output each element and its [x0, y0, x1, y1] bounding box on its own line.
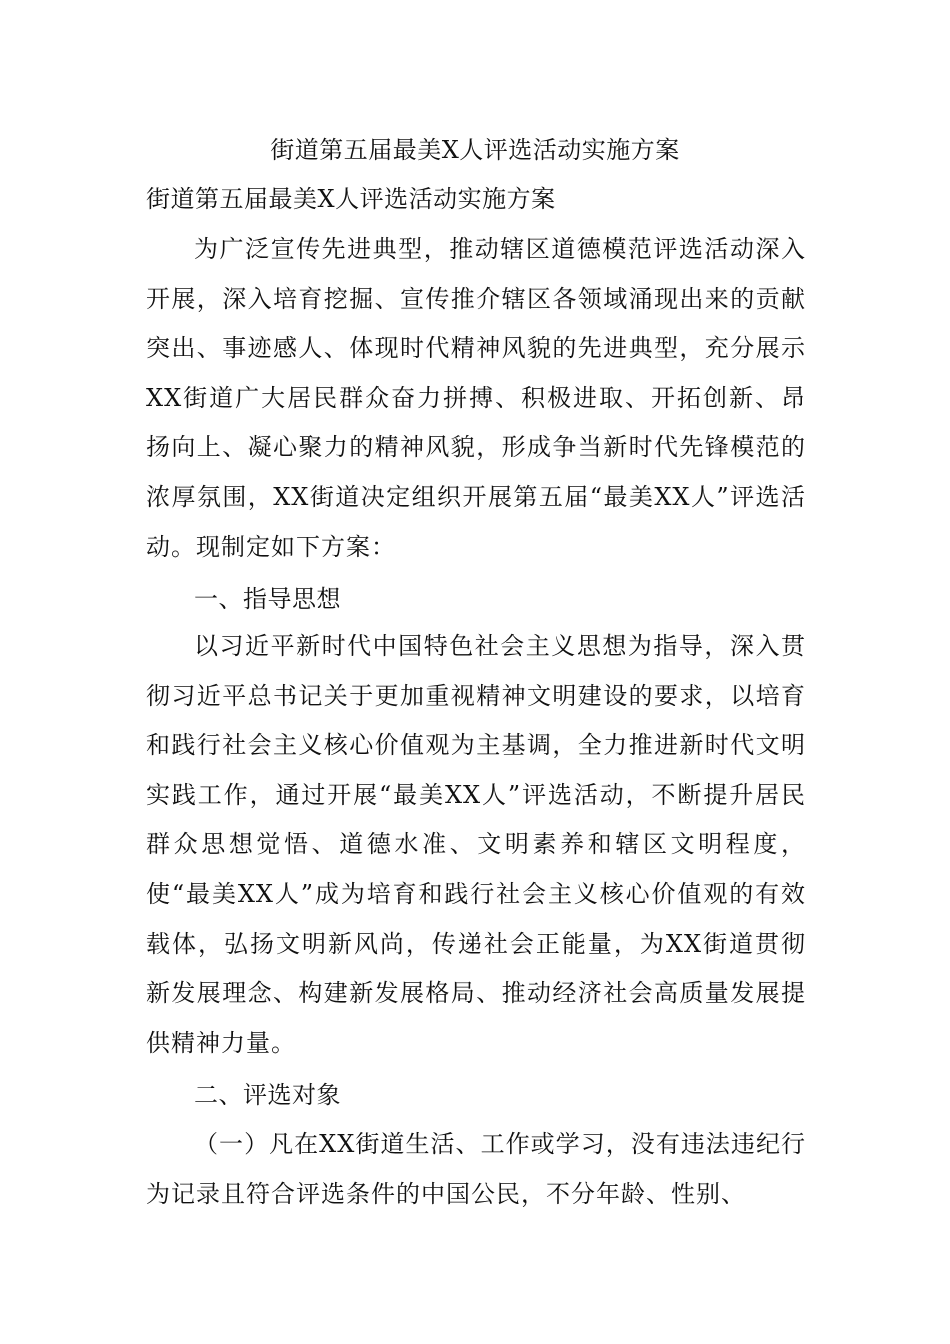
document-title: 街道第五届最美X人评选活动实施方案 — [270, 136, 680, 164]
section-2-item-1: （一）凡在XX街道生活、工作或学习，没有违法违纪行为记录且符合评选条件的中国公民，不分年龄、性别、 — [146, 1130, 806, 1208]
intro-paragraph: 为广泛宣传先进典型，推动辖区道德模范评选活动深入开展，深入培育挖掘、宣传推介辖区各领域涌现出来的贡献突出、事迹感人、体现时代精神风貌的先进典型，充分展示XX街道广大居民群众奋力拼搏、积极进取、开拓创新、昂扬向上、凝心聚力的精神风貌，形成争当新时代先锋模范的浓厚氛围，XX街道决定组织开展第五届“最美XX人”评选活动。现制定如下方案： — [146, 235, 806, 561]
section-1-heading: 一、指导思想 — [194, 585, 341, 613]
section-2-heading: 二、评选对象 — [194, 1081, 341, 1109]
section-1-paragraph: 以习近平新时代中国特色社会主义思想为指导，深入贯彻习近平总书记关于更加重视精神文明建设的要求，以培育和践行社会主义核心价值观为主基调，全力推进新时代文明实践工作，通过开展“最美XX人”评选活动，不断提升居民群众思想觉悟、道德水准、文明素养和辖区文明程度，使“最美XX人”成为培育和践行社会主义核心价值观的有效载体，弘扬文明新风尚，传递社会正能量，为XX街道贯彻新发展理念、构建新发展格局、推动经济社会高质量发展提供精神力量。 — [146, 632, 806, 1057]
document-subtitle: 街道第五届最美X人评选活动实施方案 — [146, 185, 556, 213]
